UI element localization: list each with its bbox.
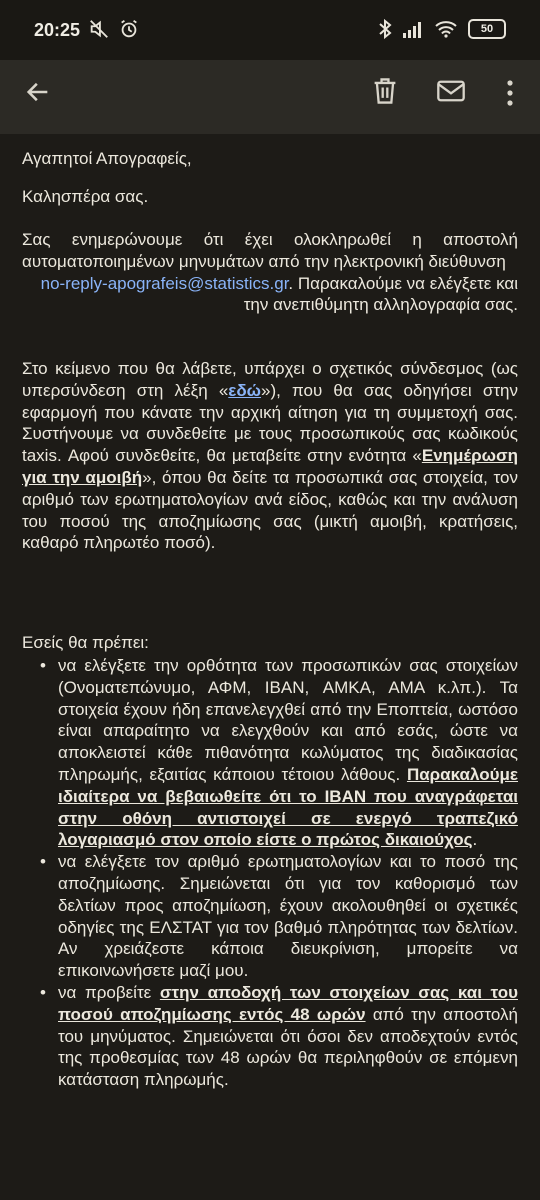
- item-emphasis: Παρακαλούμε ιδιαίτερα να βεβαιωθείτε ότι το IBAN που αναγράφεται στην οθόνη αντιστοιχεί σε ενεργό τραπεζικό λογαριασμό στον οποίο είστε ο πρώτος δικαιούχος: [58, 764, 518, 850]
- instructions-text-1: Στο κείμενο που θα λάβετε, υπάρχει ο σχετικός σύνδεσμος (ως υπερσύνδεση στη λέξη «: [22, 359, 518, 400]
- paragraph-notice: [22, 229, 518, 316]
- battery-icon: 50: [468, 19, 506, 39]
- paragraph-instructions: [22, 358, 518, 554]
- must-heading: Εσείς θα πρέπει:: [22, 633, 149, 652]
- item-text: να ελέγξετε την ορθότητα των προσωπικών σας στοιχείων (Ονοματεπώνυμο, ΑΦΜ, IBAN, ΑΜΚΑ, ΑΜΑ κ.λπ.). Τα στοιχεία έχουν ήδη επανελεγχθεί από την Εποπτεία, ωστόσο είναι απαραίτητο να ελεγχθούν και από εσάς, ώστε να αποκλειστεί κάθε πιθανότητα κωλύματος της διαδικασίας πληρωμής, εξαιτίας κάποιου τέτοιου λάθους.: [58, 656, 518, 784]
- bullet-icon: •: [40, 852, 46, 872]
- requirements-list: [40, 655, 518, 1091]
- notice-text: Σας ενημερώνουμε ότι έχει ολοκληρωθεί η αποστολή αυτοματοποιημένων μηνυμάτων από την ηλεκτρονική διεύθυνση: [22, 230, 518, 271]
- sender-email-link[interactable]: no-reply-apografeis@statistics.gr: [40, 273, 289, 293]
- status-time: 20:25: [34, 20, 81, 40]
- bullet-icon: •: [40, 656, 46, 675]
- greeting: Αγαπητοί Απογραφείς,: [22, 149, 192, 168]
- item-end: .: [472, 830, 478, 850]
- hello-line: Καλησπέρα σας.: [22, 187, 149, 206]
- list-item: [40, 851, 518, 982]
- notice-text-end: . Παρακαλούμε να ελέγξετε και την ανεπιθύμητη αλληλογραφία σας.: [243, 273, 518, 315]
- instructions-text-2: »), που θα σας οδηγήσει στην εφαρμογή που κάνατε την αρχική αίτηση για τη συμμετοχή σας. Συστήνουμε να συνδεθείτε με τους προσωπικούς σας κωδικούς taxis. Αφού συνδεθείτε, θα μεταβείτε στην ενότητα «: [22, 380, 519, 466]
- section-name: Ενημέρωση για την αμοιβή: [22, 446, 518, 487]
- instructions-text-3: », όπου θα δείτε τα προσωπικά σας στοιχεία, τον αριθμό των ερωτηματολογίων ανά είδος, καθώς και την ανάλυση του ποσού της αποζημίωσης σας (μικτή αμοιβή, κρατήσεις, καθαρό πληρωτέο ποσό).: [22, 467, 518, 553]
- here-link[interactable]: εδώ: [228, 380, 262, 400]
- item-text: να προβείτε: [58, 982, 160, 1002]
- list-item: [40, 982, 518, 1091]
- item-emphasis: στην αποδοχή των στοιχείων σας και του ποσού αποζημίωσης εντός 48 ωρών: [58, 982, 518, 1024]
- bullet-icon: •: [40, 982, 46, 1002]
- list-item: [40, 655, 518, 851]
- email-line: [22, 273, 518, 317]
- item-end: από την αποστολή του μηνύματος. Σημειώνεται ότι όσοι δεν αποδεχτούν εντός της προθεσμίας των 48 ωρών θα περιληφθούν σε επόμενη κατάσταση πληρωμής.: [58, 1004, 518, 1090]
- item-text: να ελέγξετε τον αριθμό ερωτηματολογίων και το ποσό της αποζημίωσης. Σημειώνεται ότι για τον καθορισμό των δελτίων προς αποζημίωση, έχουν ακολουθηθεί οι σχετικές οδηγίες της ΕΛΣΤΑΤ για τον βαθμό πληρότητας των δελτίων. Αν χρειάζεστε κάποια διευκρίνιση, μπορείτε να επικοινωνήσετε μαζί μου.: [58, 852, 518, 981]
